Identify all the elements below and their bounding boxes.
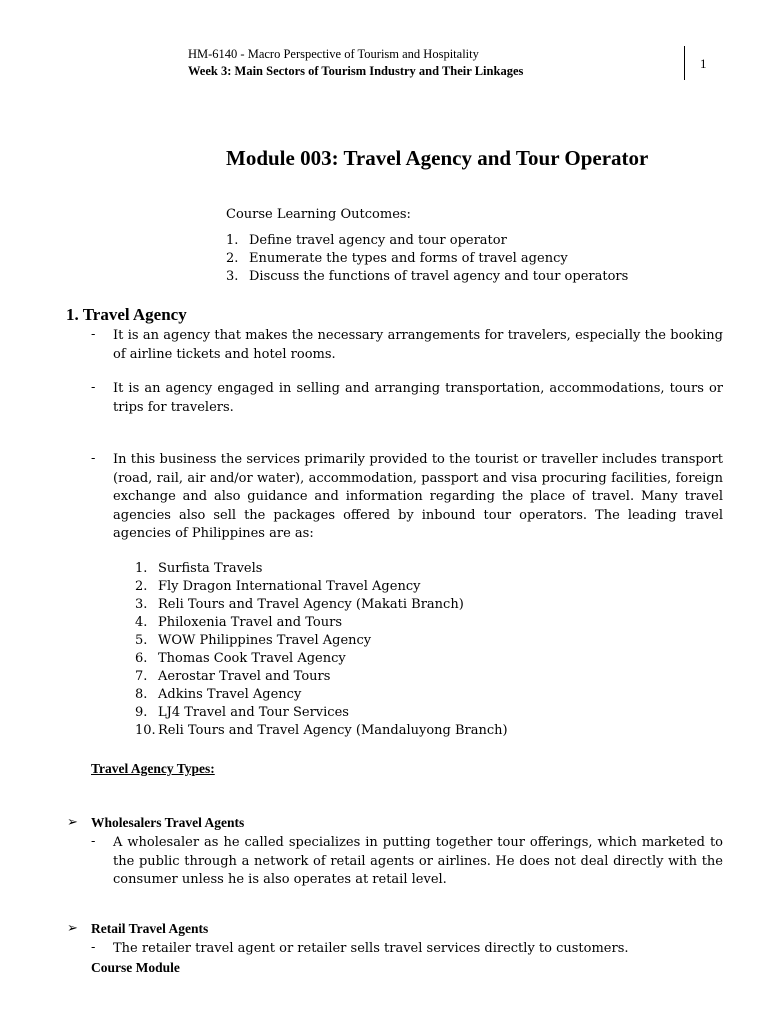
list-item: 1. Surfista Travels	[135, 561, 263, 576]
list-item: 3. Reli Tours and Travel Agency (Makati Branch)	[135, 597, 464, 612]
list-item: 9. LJ4 Travel and Tour Services	[135, 705, 349, 720]
bullet-dash: -	[91, 451, 96, 466]
paragraph: A wholesaler as he called specializes in putting together tour offerings, which marketed to the public through a network of retail agents or airlines. He does not deal directly with the consumer unless he is also operates at retail level.	[113, 835, 723, 887]
bullet-dash: -	[91, 940, 96, 955]
paragraph: It is an agency that makes the necessary arrangements for travelers, especially the booking of airline tickets and hotel rooms.	[113, 328, 723, 362]
retail-heading: Retail Travel Agents	[91, 921, 209, 936]
paragraph: The retailer travel agent or retailer sells travel services directly to customers.	[113, 941, 629, 956]
week-title: Week 3: Main Sectors of Tourism Industry and Their Linkages	[188, 64, 524, 78]
list-item: 10. Reli Tours and Travel Agency (Mandaluyong Branch)	[135, 723, 508, 738]
page-number: 1	[700, 56, 707, 71]
arrow-bullet-icon: ➢	[67, 815, 78, 830]
list-item: 3. Discuss the functions of travel agency and tour operators	[226, 269, 629, 284]
list-item: 2. Enumerate the types and forms of travel agency	[226, 251, 568, 266]
paragraph: It is an agency engaged in selling and arranging transportation, accommodations, tours or trips for travelers.	[113, 381, 723, 415]
arrow-bullet-icon: ➢	[67, 921, 78, 936]
list-item: 2. Fly Dragon International Travel Agency	[135, 579, 421, 594]
list-item: 1. Define travel agency and tour operator	[226, 233, 507, 248]
list-item: 5. WOW Philippines Travel Agency	[135, 633, 372, 648]
list-item: 8. Adkins Travel Agency	[135, 687, 302, 702]
header-divider	[684, 46, 685, 80]
course-title: HM-6140 - Macro Perspective of Tourism and Hospitality	[188, 47, 479, 61]
learning-outcomes-list	[226, 232, 686, 286]
list-item: 7. Aerostar Travel and Tours	[135, 669, 331, 684]
module-title: Module 003: Travel Agency and Tour Operator	[226, 146, 649, 170]
bullet-dash: -	[91, 327, 96, 342]
learning-outcomes-label: Course Learning Outcomes:	[226, 207, 411, 222]
bullet-dash: -	[91, 380, 96, 395]
section-heading-travel-agency: 1. Travel Agency	[66, 305, 187, 324]
paragraph: In this business the services primarily provided to the tourist or traveller includes transport (road, rail, air and/or water), accommodation, passport and visa procuring facilities, foreign exchange and also guidance and information regarding the place of travel. Many travel agencies also sell the packages offered by inbound tour operators. The leading travel agencies of Philippines are as:	[113, 452, 723, 541]
bullet-dash: -	[91, 834, 96, 849]
footer-course-module: Course Module	[91, 960, 180, 975]
agency-types-heading: Travel Agency Types:	[91, 761, 215, 776]
list-item: 4. Philoxenia Travel and Tours	[135, 615, 342, 630]
list-item: 6. Thomas Cook Travel Agency	[135, 651, 346, 666]
wholesalers-heading: Wholesalers Travel Agents	[91, 815, 245, 830]
agency-list	[135, 560, 555, 740]
